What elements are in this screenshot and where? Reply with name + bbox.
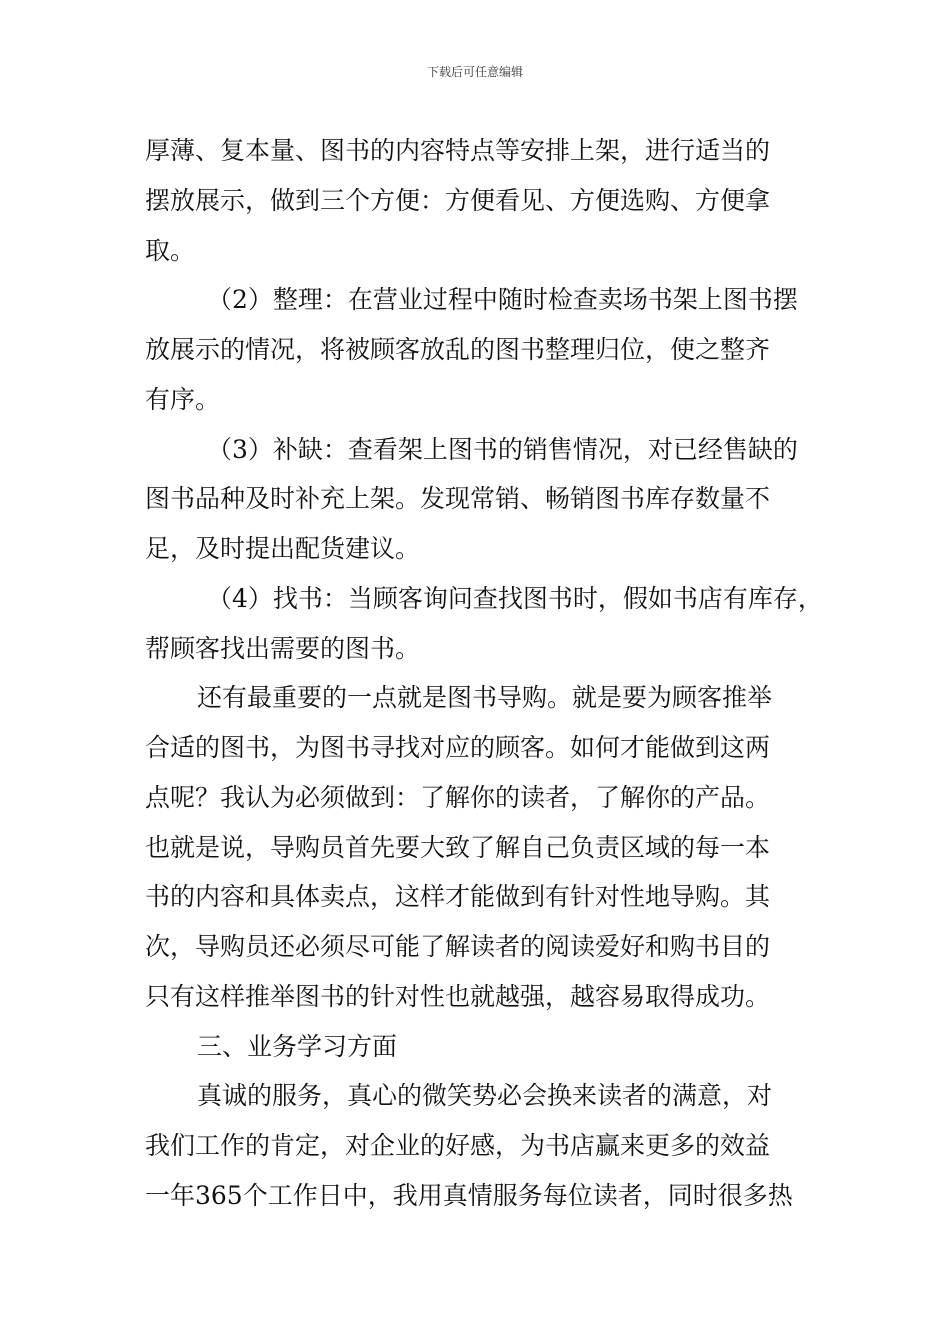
text-line: 我们工作的肯定，对企业的好感，为书店赢来更多的效益	[145, 1131, 771, 1160]
text-line: （3）补缺：查看架上图书的销售情况，对已经售缺的	[207, 434, 798, 464]
text-line: 书的内容和具体卖点，这样才能做到有针对性地导购。其	[145, 882, 771, 912]
text-line: 一年365个工作日中，我用真情服务每位读者，同时很多热	[145, 1180, 793, 1210]
text-line: 次，导购员还必须尽可能了解读者的阅读爱好和购书目的	[145, 932, 771, 961]
text-line: （4）找书：当顾客询问查找图书时，假如书店有库存，	[207, 583, 823, 613]
text-line: 点呢？我认为必须做到：了解你的读者，了解你的产品。	[145, 782, 771, 812]
text-line: 合适的图书，为图书寻找对应的顾客。如何才能做到这两	[145, 733, 771, 762]
text-line: 也就是说，导购员首先要大致了解自己负责区域的每一本	[145, 832, 771, 862]
text-line: 还有最重要的一点就是图书导购。就是要为顾客推举	[197, 683, 773, 713]
text-line: 摆放展示，做到三个方便：方便看见、方便选购、方便拿	[145, 185, 771, 215]
text-line: 足，及时提出配货建议。	[145, 534, 421, 563]
text-line: 真诚的服务，真心的微笑势必会换来读者的满意，对	[197, 1081, 773, 1111]
text-line: 图书品种及时补充上架。发现常销、畅销图书库存数量不	[145, 484, 771, 514]
text-line: （2）整理：在营业过程中随时检查卖场书架上图书摆	[207, 285, 798, 315]
text-line: 放展示的情况，将被顾客放乱的图书整理归位，使之整齐	[145, 335, 771, 364]
text-line: 帮顾客找出需要的图书。	[145, 633, 421, 663]
section-heading: 三、业务学习方面	[197, 1031, 398, 1061]
text-line: 有序。	[145, 384, 221, 414]
body-text	[145, 126, 823, 1221]
text-line: 厚薄、复本量、图书的内容特点等安排上架，进行适当的	[145, 136, 771, 165]
page-header: 下载后可任意编辑	[426, 65, 523, 79]
text-line: 取。	[145, 235, 196, 265]
text-line: 只有这样推举图书的针对性也就越强，越容易取得成功。	[145, 981, 771, 1011]
